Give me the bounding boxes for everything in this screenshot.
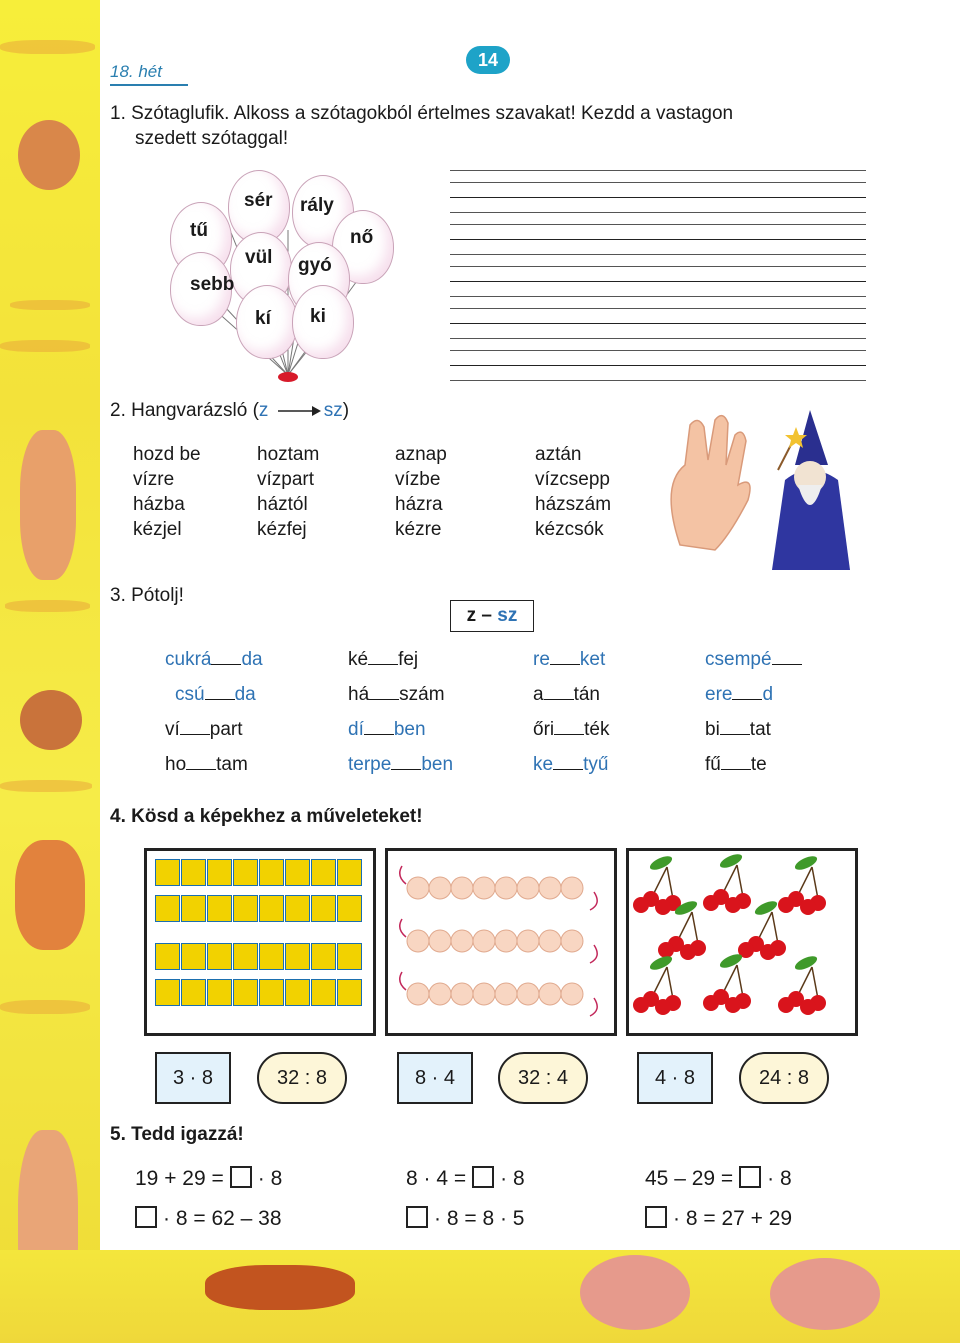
equation: 45 – 29 = · 8 [645, 1167, 792, 1190]
bead [451, 930, 473, 952]
task1-title: 1. Szótaglufik. Alkoss a szótagokból értelmes szavakat! Kezdd a vastagon [110, 103, 734, 124]
bead [407, 877, 429, 899]
fill-in-word: ví part [165, 719, 243, 740]
syllable: ki [310, 306, 326, 327]
bead [451, 983, 473, 1005]
operation-box[interactable]: 3 · 8 [155, 1052, 231, 1104]
bead [473, 930, 495, 952]
fill-in-blank[interactable] [186, 755, 216, 770]
fill-in-word: fű te [705, 754, 767, 775]
week-label: 18. hét [110, 62, 188, 86]
cherry-pairs [629, 851, 855, 1033]
grid-square [337, 979, 362, 1006]
fill-in-blank[interactable] [550, 650, 580, 665]
bead [517, 877, 539, 899]
fill-in-blank[interactable] [544, 685, 574, 700]
grid-square [207, 943, 232, 970]
cherry-pair [703, 951, 751, 1013]
fill-in-blank[interactable] [732, 685, 762, 700]
cherries-picture [626, 848, 858, 1036]
weasel-illustration [205, 1265, 355, 1310]
cherry-pair [633, 953, 681, 1015]
grid-square [155, 859, 180, 886]
equation: · 8 = 8 · 5 [406, 1206, 524, 1231]
fill-in-word: dí ben [348, 719, 426, 740]
bead [517, 983, 539, 1005]
bead [429, 877, 451, 899]
syllable: nő [350, 227, 374, 248]
word-column: aztán vízcsepp házszám kézcsók [535, 444, 612, 540]
grid-square [155, 979, 180, 1006]
syllable: vül [245, 247, 273, 268]
fill-in-word: ke tyű [533, 754, 609, 775]
bead [495, 983, 517, 1005]
syllable: tű [190, 220, 208, 241]
grid-square [181, 979, 206, 1006]
task1-title-cont: szedett szótaggal! [135, 128, 289, 149]
fill-in-blank[interactable] [721, 755, 751, 770]
bead [561, 877, 583, 899]
grid-square [259, 943, 284, 970]
grid-square [155, 895, 180, 922]
bead [561, 930, 583, 952]
cherry-pair [778, 853, 826, 915]
grid-square [285, 943, 310, 970]
fill-in-blank[interactable] [772, 650, 802, 665]
fill-in-word: terpe ben [348, 754, 454, 775]
bead-strings-picture [385, 848, 617, 1036]
grid-square [337, 895, 362, 922]
fill-in-blank[interactable] [205, 685, 235, 700]
bead [473, 877, 495, 899]
bead [473, 983, 495, 1005]
bead [561, 983, 583, 1005]
equation: · 8 = 27 + 29 [645, 1206, 792, 1231]
answer-box[interactable] [230, 1166, 252, 1188]
fill-in-word: há szám [348, 684, 445, 705]
equation: 19 + 29 = · 8 [135, 1167, 283, 1190]
page-number: 14 [466, 46, 510, 74]
bead [539, 983, 561, 1005]
grid-square [233, 895, 258, 922]
task3-title: 3. Pótolj! [110, 585, 184, 606]
bead [539, 877, 561, 899]
syllable: sér [244, 190, 273, 211]
grid-square [233, 943, 258, 970]
word-column: aznap vízbe házra kézre [395, 444, 447, 540]
grid-square [337, 859, 362, 886]
decorative-border-bottom [0, 1250, 960, 1343]
equation: · 8 = 62 – 38 [135, 1206, 282, 1231]
grid-square [259, 859, 284, 886]
equation: 8 · 4 = · 8 [406, 1167, 525, 1190]
bead [495, 877, 517, 899]
arrow-right-icon [276, 404, 322, 418]
balloon-cluster [170, 170, 400, 385]
bead [539, 930, 561, 952]
fill-in-blank[interactable] [391, 755, 421, 770]
grid-square [285, 895, 310, 922]
grid-square [207, 895, 232, 922]
cherry-pair [778, 953, 826, 1015]
answer-box[interactable] [135, 1206, 157, 1228]
fill-in-word: cukrá da [165, 649, 263, 670]
fill-in-word: őri ték [533, 719, 610, 740]
task4-title: 4. Kösd a képekhez a műveleteket! [110, 806, 423, 827]
fill-in-blank[interactable] [720, 720, 750, 735]
grid-square [233, 979, 258, 1006]
grid-square [311, 859, 336, 886]
operation-box[interactable]: 4 · 8 [637, 1052, 713, 1104]
grid-square [155, 943, 180, 970]
fill-in-word: csempé [705, 649, 802, 671]
cherry-pair [703, 851, 751, 913]
square-grid-picture [144, 848, 376, 1036]
fill-in-word: bi tat [705, 719, 771, 740]
fill-in-blank[interactable] [554, 720, 584, 735]
fill-in-word: ké fej [348, 649, 419, 670]
fill-in-blank[interactable] [180, 720, 210, 735]
operation-oval[interactable]: 24 : 8 [739, 1052, 829, 1104]
bead-strings [388, 851, 614, 1033]
bead [429, 930, 451, 952]
fill-in-word: a tán [533, 684, 600, 705]
decorative-border-left [0, 0, 100, 1343]
cherry-pair [633, 853, 681, 915]
grid-square [207, 859, 232, 886]
grid-square [285, 859, 310, 886]
operation-oval[interactable]: 32 : 4 [498, 1052, 588, 1104]
fill-in-blank[interactable] [368, 650, 398, 665]
grid-square [181, 895, 206, 922]
task2-title: 2. Hangvarázsló (z sz) [110, 400, 350, 421]
word-column: hoztam vízpart háztól kézfej [257, 444, 320, 540]
grid-square [311, 943, 336, 970]
fill-in-word: csú da [175, 684, 256, 705]
fill-in-blank[interactable] [553, 755, 583, 770]
pig-illustration [580, 1255, 690, 1330]
answer-box[interactable] [472, 1166, 494, 1188]
syllable: kí [255, 308, 271, 329]
bead [451, 877, 473, 899]
fill-in-blank[interactable] [211, 650, 241, 665]
grid-square [311, 979, 336, 1006]
grid-square [207, 979, 232, 1006]
fill-in-word: ho tam [165, 754, 248, 775]
fill-in-word: re ket [533, 649, 606, 670]
operation-oval[interactable]: 32 : 8 [257, 1052, 347, 1104]
rabbit-illustration [20, 430, 76, 580]
grid-square [259, 895, 284, 922]
bead [407, 930, 429, 952]
fill-in-word: ere d [705, 684, 774, 705]
syllable: rály [300, 195, 334, 216]
answer-box[interactable] [406, 1206, 428, 1228]
horse-illustration [18, 120, 80, 190]
grid-square [181, 943, 206, 970]
grid-square [259, 979, 284, 1006]
bead [495, 930, 517, 952]
horse-illustration [15, 840, 85, 950]
grid-square [181, 859, 206, 886]
syllable: sebb [190, 274, 235, 295]
bead [407, 983, 429, 1005]
answer-box[interactable] [645, 1206, 667, 1228]
hand-and-wizard-illustration [660, 405, 870, 580]
task5-title: 5. Tedd igazzá! [110, 1124, 244, 1145]
letter-pair-box: z – sz [450, 600, 534, 632]
grid-square [233, 859, 258, 886]
grid-square [285, 979, 310, 1006]
bead [517, 930, 539, 952]
operation-box[interactable]: 8 · 4 [397, 1052, 473, 1104]
grid-square [311, 895, 336, 922]
bead [429, 983, 451, 1005]
fill-in-blank[interactable] [364, 720, 394, 735]
fill-in-blank[interactable] [369, 685, 399, 700]
pig-illustration [770, 1258, 880, 1330]
syllable: gyó [298, 255, 332, 276]
word-column: hozd be vízre házba kézjel [133, 444, 201, 540]
horse-illustration [20, 690, 82, 750]
answer-box[interactable] [739, 1166, 761, 1188]
grid-square [337, 943, 362, 970]
